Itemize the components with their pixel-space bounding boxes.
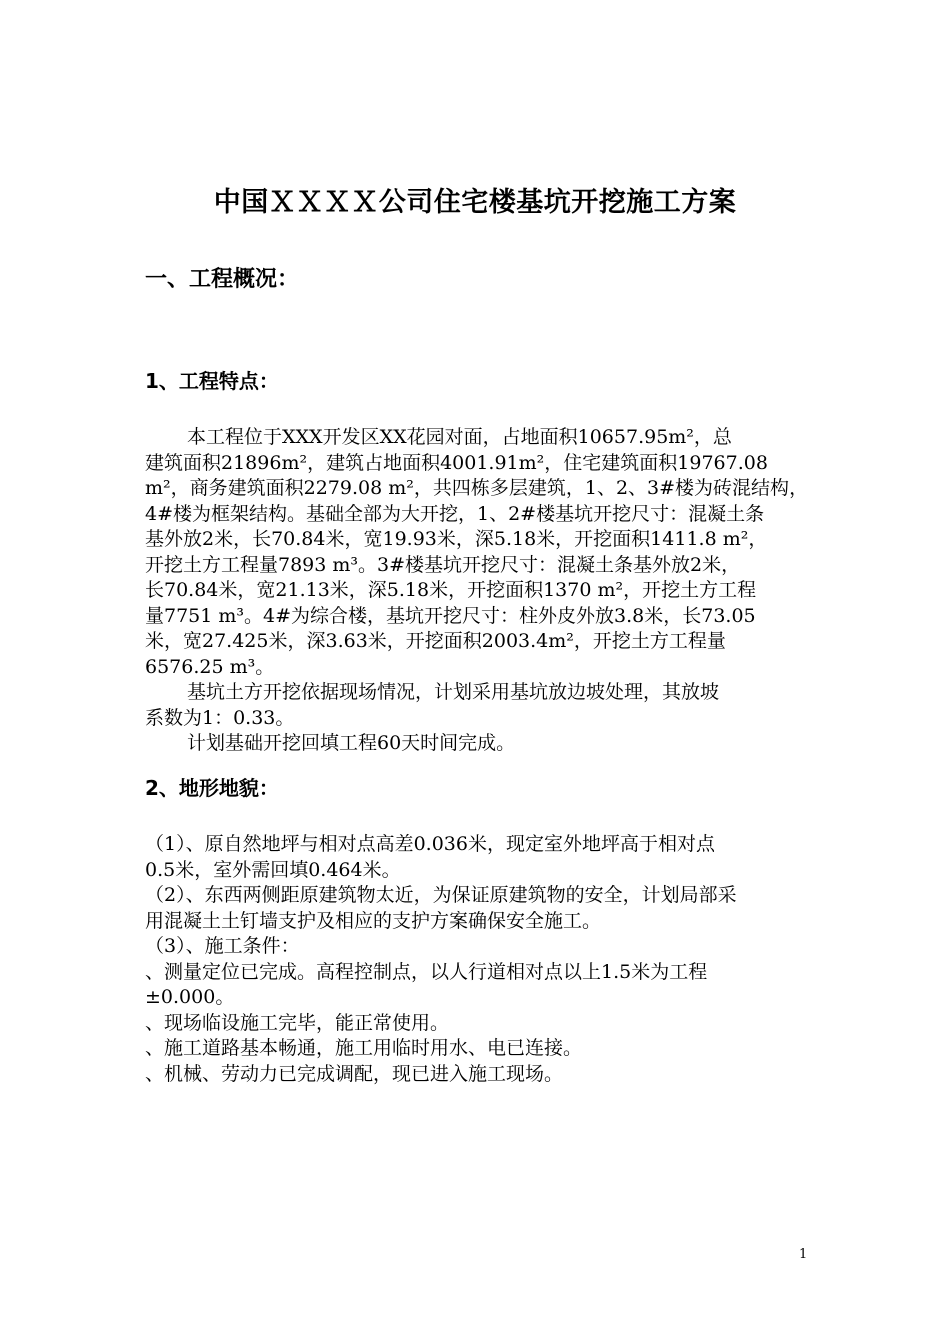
paragraph-line: 开挖土方工程量7893 m³。3#楼基坑开挖尺寸：混凝土条基外放2米， xyxy=(145,553,741,576)
paragraph-line: 建筑面积21896m²，建筑占地面积4001.91m²，住宅建筑面积19767.08 xyxy=(145,451,768,474)
paragraph-line: 长70.84米，宽21.13米，深5.18米，开挖面积1370 m²，开挖土方工程 xyxy=(145,579,757,601)
paragraph-line: （3）、施工条件： xyxy=(145,935,300,957)
paragraph-line: 计划基础开挖回填工程60天时间完成。 xyxy=(187,732,516,754)
subsection-heading-features: 1、工程特点： xyxy=(145,369,279,393)
subsection-heading-terrain: 2、地形地貌： xyxy=(145,776,279,800)
paragraph-line: 量7751 m³。4#为综合楼，基坑开挖尺寸：柱外皮外放3.8米，长73.05 xyxy=(145,604,756,627)
paragraph-line: （1）、原自然地坪与相对点高差0.036米，现定室外地坪高于相对点 xyxy=(145,833,715,855)
paragraph-line: 本工程位于XXX开发区XX花园对面，占地面积10657.95m²，总 xyxy=(187,426,732,448)
paragraph-line: 0.5米，室外需回填0.464米。 xyxy=(145,858,401,881)
paragraph-line: 米，宽27.425米，深3.63米，开挖面积2003.4m²，开挖土方工程量 xyxy=(145,630,726,652)
paragraph-line: 、机械、劳动力已完成调配，现已进入施工现场。 xyxy=(145,1062,564,1085)
paragraph-line: 、施工道路基本畅通，施工用临时用水、电已连接。 xyxy=(145,1037,583,1059)
document-title: 中国ＸＸＸＸ公司住宅楼基坑开挖施工方案 xyxy=(213,187,737,218)
features-paragraph xyxy=(145,425,810,757)
paragraph-line: 用混凝土土钉墙支护及相应的支护方案确保安全施工。 xyxy=(145,909,602,932)
paragraph-line: 4#楼为框架结构。基础全部为大开挖，1、2#楼基坑开挖尺寸：混凝土条 xyxy=(145,502,765,525)
paragraph-line: （2）、东西两侧距原建筑物太近，为保证原建筑物的安全，计划局部采 xyxy=(145,884,737,906)
paragraph-line: 、测量定位已完成。高程控制点，以人行道相对点以上1.5米为工程 xyxy=(145,960,708,983)
paragraph-line: 基坑土方开挖依据现场情况，计划采用基坑放边坡处理，其放坡 xyxy=(187,681,720,703)
paragraph-line: m²，商务建筑面积2279.08 m²，共四栋多层建筑，1、2、3#楼为砖混结构， xyxy=(145,477,809,499)
page-number: 1 xyxy=(799,1247,808,1262)
paragraph-line: 6576.25 m³。 xyxy=(145,655,275,678)
paragraph-line: ±0.000。 xyxy=(145,986,235,1008)
paragraph-line: 、现场临设施工完毕，能正常使用。 xyxy=(145,1011,450,1034)
paragraph-line: 基外放2米，长70.84米，宽19.93米，深5.18米，开挖面积1411.8 m²， xyxy=(145,528,768,550)
terrain-paragraph xyxy=(145,832,810,1087)
paragraph-line: 系数为1：0.33。 xyxy=(145,706,295,729)
section-heading-overview: 一、工程概况： xyxy=(145,267,300,292)
